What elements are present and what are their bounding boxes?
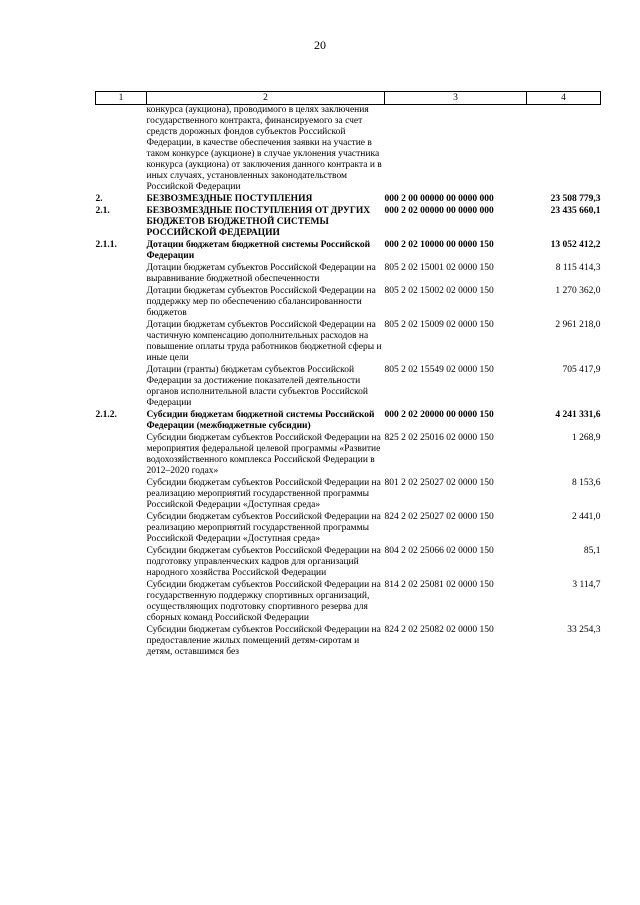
table-row bbox=[96, 320, 601, 365]
table-body bbox=[96, 105, 601, 660]
row-number bbox=[96, 286, 147, 320]
row-amount: 2 441,0 bbox=[572, 512, 601, 522]
row-number bbox=[96, 580, 147, 625]
row-name: Дотации (гранты) бюджетам субъектов Российской Федерации за достижение показателей деятельности органов исполнительной власти субъектов Российской Федерации bbox=[146, 365, 368, 408]
row-number bbox=[96, 625, 147, 659]
row-number bbox=[96, 365, 147, 410]
row-code: 805 2 02 15549 02 0000 150 bbox=[384, 365, 494, 375]
column-header-3: 3 bbox=[385, 92, 527, 105]
row-number bbox=[96, 263, 147, 286]
row-amount: 23 508 779,3 bbox=[550, 194, 601, 204]
row-amount: 85,1 bbox=[583, 546, 601, 556]
row-code: 824 2 02 25027 02 0000 150 bbox=[384, 512, 494, 522]
row-code: 814 2 02 25081 02 0000 150 bbox=[384, 580, 494, 590]
row-amount: 1 270 362,0 bbox=[555, 286, 601, 296]
row-code: 805 2 02 15009 02 0000 150 bbox=[384, 320, 494, 330]
budget-revenue-table bbox=[95, 91, 601, 659]
row-name: Субсидии бюджетам субъектов Российской Федерации на предоставление жилых помещений детям-сиротам и детям, оставшимся без bbox=[146, 625, 381, 657]
row-name: БЕЗВОЗМЕЗДНЫЕ ПОСТУПЛЕНИЯ bbox=[146, 194, 313, 204]
table-row bbox=[96, 240, 601, 263]
row-code: 000 2 02 20000 00 0000 150 bbox=[384, 410, 494, 420]
table-row bbox=[96, 105, 601, 195]
row-amount: 1 268,9 bbox=[572, 433, 601, 443]
row-number bbox=[96, 433, 147, 478]
row-amount: 4 241 331,6 bbox=[555, 410, 601, 420]
table-row bbox=[96, 580, 601, 625]
table-row bbox=[96, 194, 601, 206]
row-amount: 2 961 218,0 bbox=[555, 320, 601, 330]
row-name: Субсидии бюджетам субъектов Российской Федерации на реализацию мероприятий государственной программы Российской Федерации «Доступная среда» bbox=[146, 478, 381, 510]
table-row bbox=[96, 286, 601, 320]
table-row bbox=[96, 478, 601, 512]
row-number: 2.1.1. bbox=[95, 240, 117, 250]
row-code bbox=[385, 105, 527, 195]
row-name: Дотации бюджетам субъектов Российской Федерации на поддержку мер по обеспечению сбалансированности бюджетов bbox=[146, 286, 376, 318]
row-name: Субсидии бюджетам субъектов Российской Федерации на подготовку управленческих кадров для организаций народного хозяйства Российской Федерации bbox=[146, 546, 381, 578]
row-number bbox=[96, 320, 147, 365]
table-row bbox=[96, 410, 601, 433]
row-number: 2.1. bbox=[95, 206, 110, 216]
table-row bbox=[96, 625, 601, 659]
table-row bbox=[96, 365, 601, 410]
column-header-4: 4 bbox=[527, 92, 601, 105]
row-name: Субсидии бюджетам субъектов Российской Федерации на реализацию мероприятий государственной программы Российской Федерации «Доступная среда» bbox=[146, 512, 381, 544]
table-row bbox=[96, 263, 601, 286]
row-code: 805 2 02 15002 02 0000 150 bbox=[384, 286, 494, 296]
row-number bbox=[96, 512, 147, 546]
row-name: Дотации бюджетам субъектов Российской Федерации на частичную компенсацию дополнительных расходов на повышение оплаты труда работников бюджетной сферы и иные цели bbox=[146, 320, 382, 363]
column-header-1: 1 bbox=[96, 92, 147, 105]
row-amount bbox=[527, 105, 601, 195]
row-code: 000 2 02 00000 00 0000 000 bbox=[384, 206, 494, 216]
row-amount: 13 052 412,2 bbox=[550, 240, 601, 250]
row-number bbox=[96, 105, 147, 195]
row-code: 805 2 02 15001 02 0000 150 bbox=[384, 263, 494, 273]
row-number bbox=[96, 478, 147, 512]
row-code: 804 2 02 25066 02 0000 150 bbox=[384, 546, 494, 556]
row-name: Дотации бюджетам субъектов Российской Федерации на выравнивание бюджетной обеспеченности bbox=[146, 263, 376, 284]
row-amount: 33 254,3 bbox=[567, 625, 601, 635]
row-amount: 8 115 414,3 bbox=[555, 263, 601, 273]
row-number: 2. bbox=[95, 194, 103, 204]
row-number: 2.1.2. bbox=[95, 410, 117, 420]
table-row bbox=[96, 206, 601, 240]
table-row bbox=[96, 512, 601, 546]
row-name: Субсидии бюджетам бюджетной системы Российской Федерации (межбюджетные субсидии) bbox=[146, 410, 375, 431]
row-amount: 8 153,6 bbox=[572, 478, 601, 488]
row-name: БЕЗВОЗМЕЗДНЫЕ ПОСТУПЛЕНИЯ ОТ ДРУГИХ БЮДЖЕТОВ БЮДЖЕТНОЙ СИСТЕМЫ РОССИЙСКОЙ ФЕДЕРАЦИИ bbox=[146, 206, 371, 238]
row-code: 000 2 02 10000 00 0000 150 bbox=[384, 240, 494, 250]
row-code: 801 2 02 25027 02 0000 150 bbox=[384, 478, 494, 488]
row-amount: 705 417,9 bbox=[562, 365, 601, 375]
column-header-2: 2 bbox=[147, 92, 385, 105]
row-number bbox=[96, 546, 147, 580]
row-name: Субсидии бюджетам субъектов Российской Федерации на государственную поддержку спортивных организаций, осуществляющих подготовку спортивного резерва для сборных команд Российской Федерации bbox=[146, 580, 381, 623]
row-name: конкурса (аукциона), проводимого в целях заключения государственного контракта, финансируемого за счет средств дорожных фондов субъектов Российской Федерации, в качестве обеспечения заявки на участие в таком конкурсе (аукционе) в случае уклонения участника конкурса (аукциона) от заключения данного контракта и в иных случаях, установленных законодательством Российской Федерации bbox=[146, 105, 382, 192]
row-code: 000 2 00 00000 00 0000 000 bbox=[384, 194, 494, 204]
row-code: 824 2 02 25082 02 0000 150 bbox=[384, 625, 494, 635]
row-code: 825 2 02 25016 02 0000 150 bbox=[384, 433, 494, 443]
row-amount: 23 435 660,1 bbox=[550, 206, 601, 216]
table-row bbox=[96, 433, 601, 478]
row-name: Субсидии бюджетам субъектов Российской Федерации на мероприятия федеральной целевой программы «Развитие водохозяйственного комплекса Российской Федерации в 2012–2020 годах» bbox=[146, 433, 381, 476]
row-name: Дотации бюджетам бюджетной системы Российской Федерации bbox=[146, 240, 371, 261]
table-row bbox=[96, 546, 601, 580]
table-header-row bbox=[96, 92, 601, 105]
row-amount: 3 114,7 bbox=[572, 580, 601, 590]
page-number: 20 bbox=[314, 38, 326, 52]
